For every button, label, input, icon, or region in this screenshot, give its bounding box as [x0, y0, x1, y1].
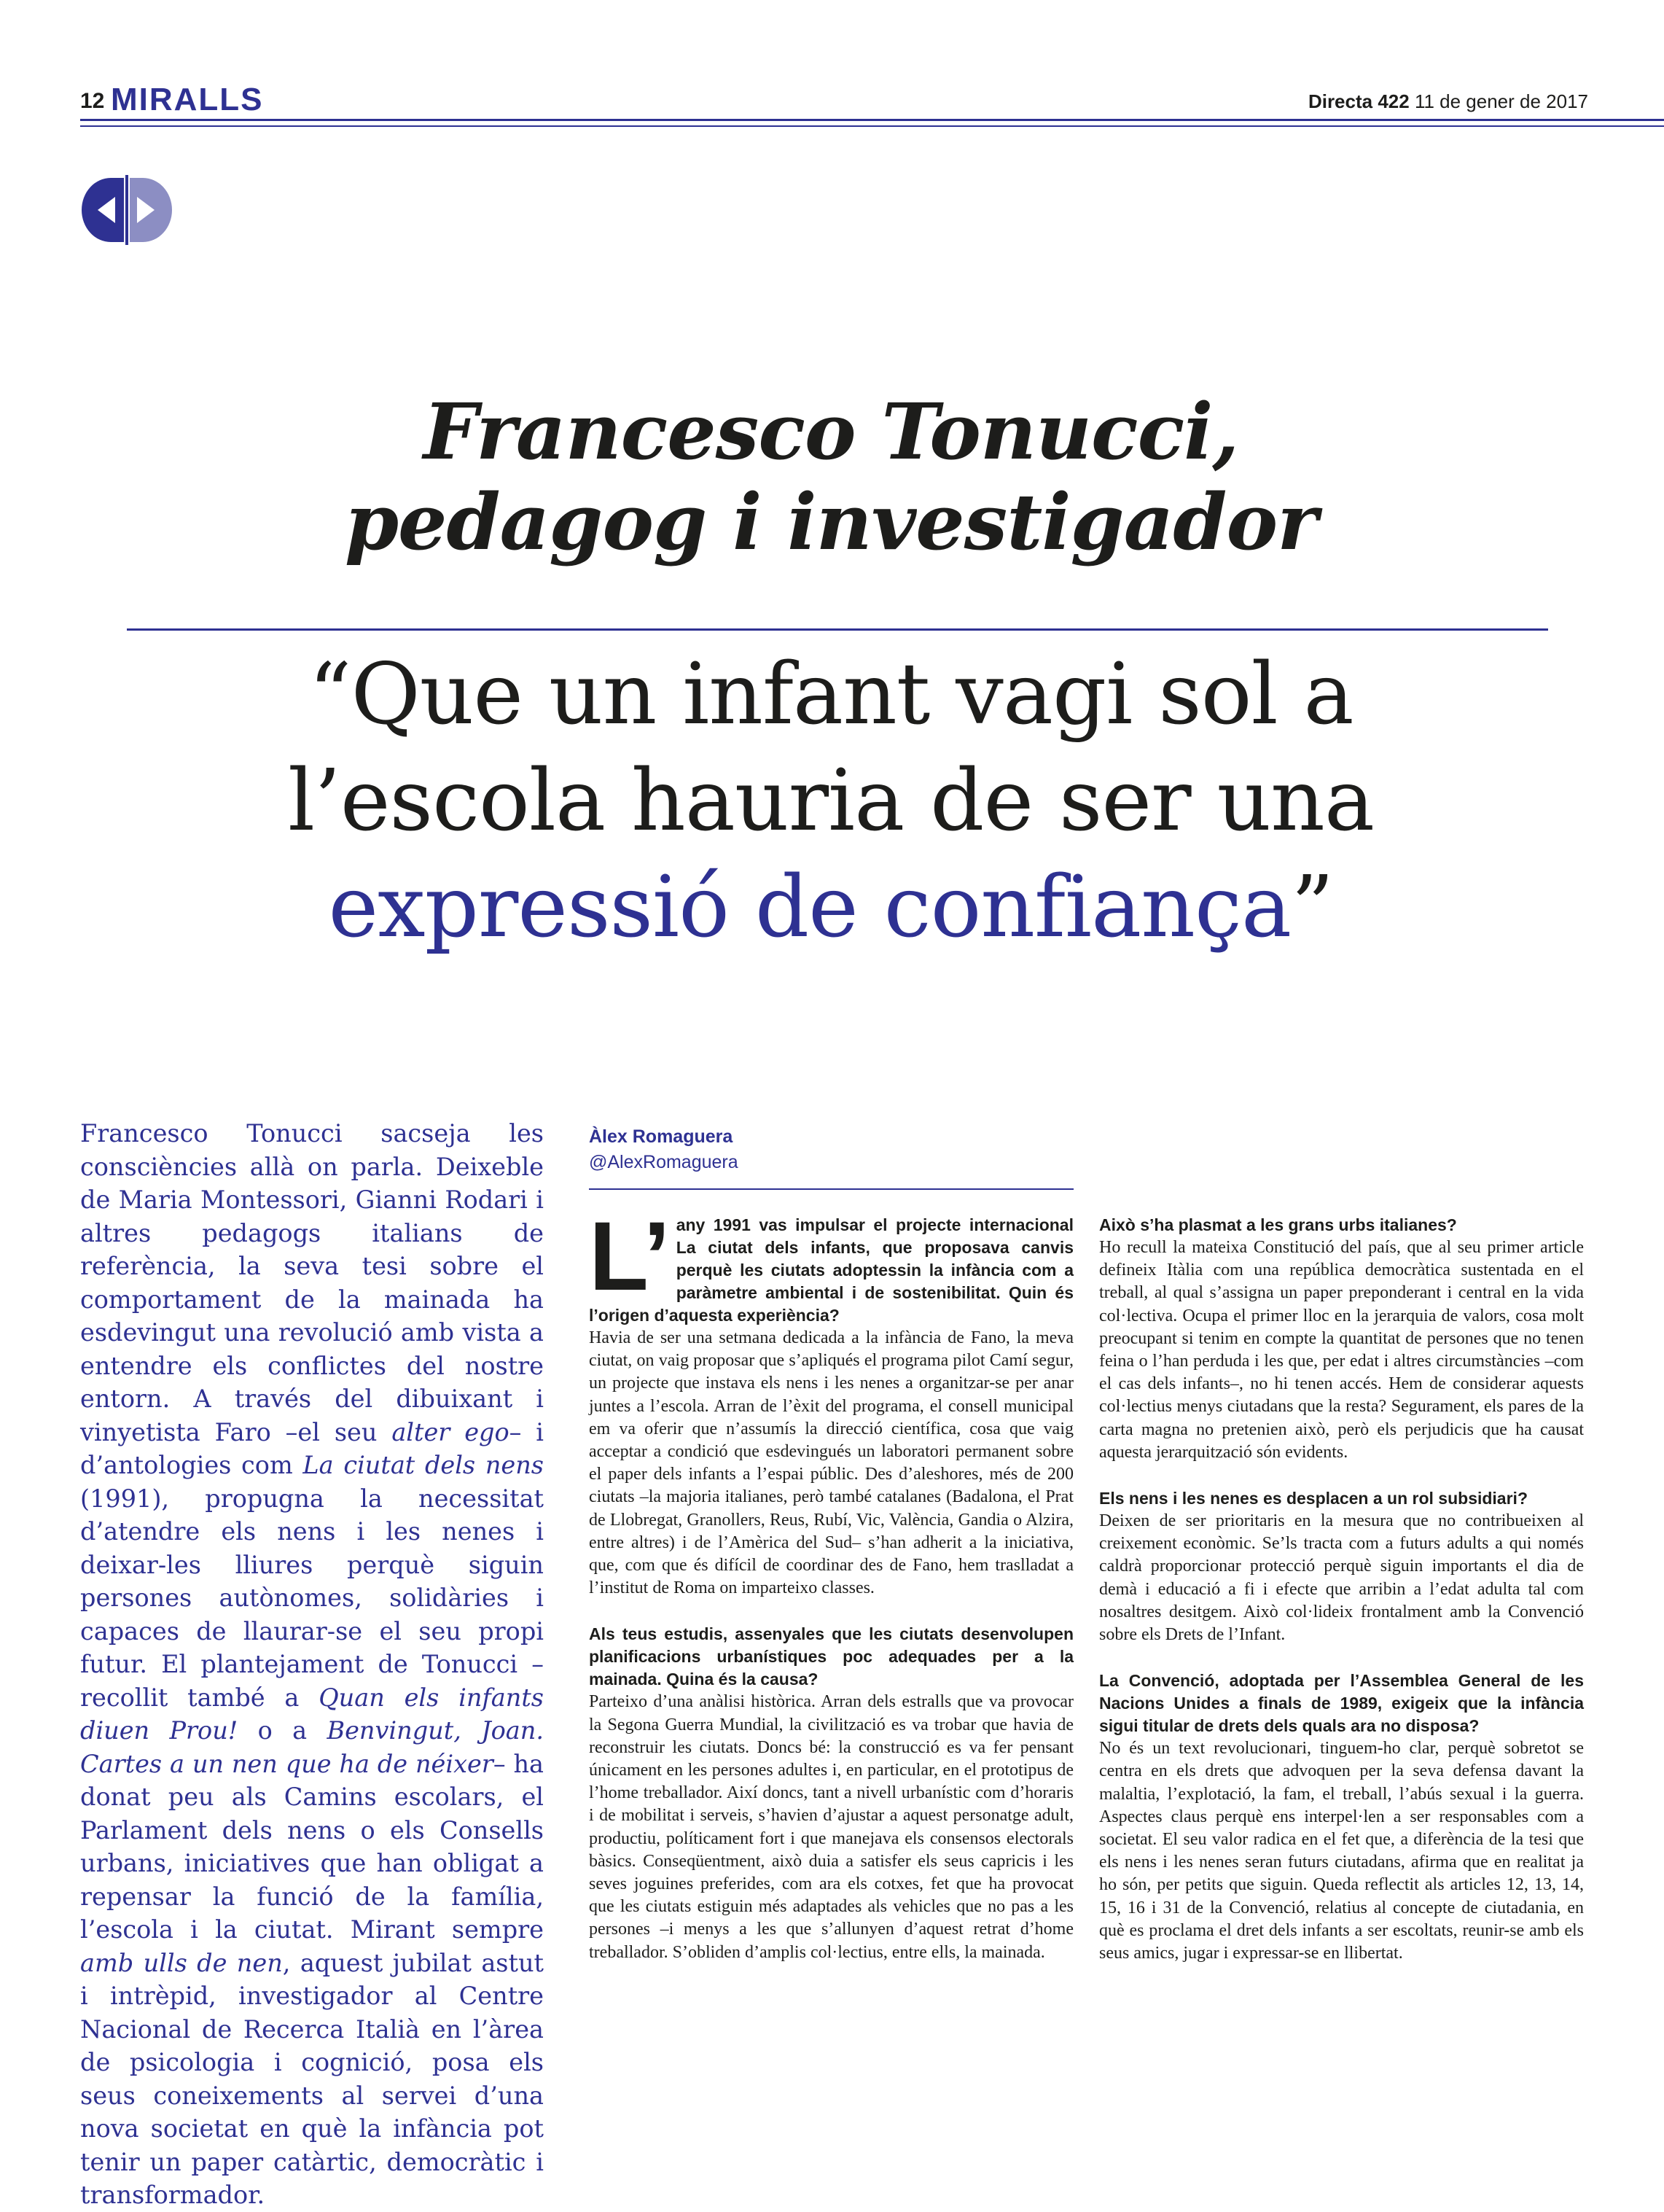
byline: [589, 1126, 738, 1173]
issue-date: 11 de gener de 2017: [1414, 90, 1588, 112]
intro-text: , aquest jubilat astut i intrèpid, investigador al Centre Nacional de Recerca Italià en l’àrea de psicologia i cognició, posa els seus coneixements al servei d’una nova societat en què la infància pot tenir un paper catàrtic, democràtic i transformador.: [80, 1948, 544, 2209]
intro-italic: Benvingut, Joan. Cartes a un nen que ha de néixer: [80, 1716, 544, 1778]
intro-text: (1991), propugna la necessitat d’atendre els nens i les nenes i deixar-les lliures perquè siguin persones autònomes, solidàries i capaces de llaurar-se el seu propi futur. El plantejament de Tonucci –recollit també a: [80, 1484, 544, 1712]
publication-name: Directa 422: [1308, 90, 1410, 112]
drop-cap: L’: [589, 1202, 671, 1311]
intro-italic: amb ulls de nen: [80, 1948, 283, 1977]
question-text: any 1991 vas impulsar el projecte internacional La ciutat dels infants, que proposava canvis perquè les ciutats adoptessin la infància com a paràmetre ambiental i de sostenibilitat. Quin és l’origen d’aquesta experiència?: [589, 1215, 1074, 1325]
quote-line-3: [87, 854, 1574, 961]
answer-3: Ho recull la mateixa Constitució del país, que al seu primer article defineix Itàlia com una república democràtica sustentada en el treball, al qual s’assigna un paper preponderant i central en la vida col·lectiva. Ocupa el primer lloc en la jerarquia de valors, cosa molt preocupant si tenim en compte la quantitat de persones que no tenen feina o l’han perduda i les que, per edat i altres circumstàncies –com el cas dels infants–, no hi tenen accés. Hem de considerar aquests col·lectius menys ciutadans que la resta? Segurament, els pares de la carta magna no pretenien això, però els perjudicis que ha causat aquesta jerarquització són evidents.: [1099, 1238, 1584, 1462]
quote-close: ”: [1291, 858, 1334, 957]
answer-2: Parteixo d’una anàlisi històrica. Arran dels estralls que va provocar la Segona Guerra Mundial, la civilització es va trobar que havia de reconstruir les ciutats. Doncs bé: la construcció es va fer pensant únicament en les persones adultes i, en particular, en el prototipus de l’home treballador. Així doncs, tant a nivell urbanístic com d’horaris i de mobilitat i serveis, s’havien d’ajustar a aquest personatge adult, productiu, políticament fort i que manejava els consensos electorals bàsics. Conseqüentment, això duia a satisfer els seus capricis i les seves joguines preferides, com ara els cotxes, fet que ha provocat que les ciutats estiguin més adaptades als vehicles que no pas a les persones –i menys a les que s’allunyen d’aquest retrat d’home treballador. S’obliden d’amplis col·lectius, entre ells, la mainada.: [589, 1692, 1074, 1962]
quote-line-1: “Que un infant vagi sol a: [308, 645, 1354, 744]
interviewee-title: [146, 386, 1516, 567]
quote-highlight: expressió de confiança: [328, 858, 1292, 957]
interview-column-2: [1099, 1214, 1584, 1965]
interviewee-name: Francesco Tonucci,: [423, 386, 1239, 477]
answer-1: Havia de ser una setmana dedicada a la infància de Fano, la meva ciutat, on vaig proposar que s’apliqués el programa pilot Camí segur, un projecte que instava els nens i les nenes a organitzar-se per anar juntes a l’escola. Arran de l’èxit del programa, el consell municipal em va oferir que n’assumís la direcció científica, cosa que vaig acceptar a condició que esdevingués un laboratori permanent sobre el paper dels infants a l’espai públic. Des d’aleshores, més de 200 ciutats –la majoria italianes, però també catalanes (Badalona, el Prat de Llobregat, Granollers, Reus, Rubí, Vic, València, Gandia o Alzira, entre altres) i de l’Amèrica del Sud– s’han adherit a la iniciativa, que, com que és difícil de coordinar des de Fano, hem traslladat a l’institut de Roma on imparteixo classes.: [589, 1328, 1074, 1598]
intro-italic: alter ego: [391, 1417, 509, 1446]
intro-paragraph: [80, 1117, 544, 2212]
section-title: MIRALLS: [111, 82, 264, 117]
interview-column-1: [589, 1202, 1074, 1964]
question-4: Els nens i les nenes es desplacen a un rol subsidiari?: [1099, 1489, 1528, 1508]
page-number: 12: [80, 89, 105, 113]
header-rule-bottom: [80, 125, 1664, 127]
interviewee-role: pedagog i investigador: [344, 476, 1318, 567]
intro-text: Francesco Tonucci sacseja les consciències allà on parla. Deixeble de Maria Montessori, Gianni Rodari i altres pedagogs italians de referència, la seva tesi sobre el comportament de la mainada ha esdevingut una revolució amb vista a entendre els conflictes del nostre entorn. A través del dibuixant i vinyetista Faro –el seu: [80, 1119, 544, 1446]
title-divider: [127, 628, 1548, 631]
answer-4: Deixen de ser prioritaris en la mesura que no contribueixen al creixement econòmic. Se’ls tracta com a futurs adults a qui només caldrà proporcionar protecció perquè siguin importants el dia de demà i educació a fi i efecte que arribin a l’edat adulta tal com nosaltres desitgem. Això col·lideix frontalment amb la Convenció sobre els Drets de l’Infant.: [1099, 1511, 1584, 1645]
intro-text: – i d’antologies com: [80, 1417, 544, 1479]
headline-quote: [87, 642, 1574, 961]
intro-italic: La ciutat dels nens: [302, 1451, 544, 1479]
question-3: Això s’ha plasmat a les grans urbs italianes?: [1099, 1215, 1457, 1234]
intro-italic: Quan els infants diuen Prou!: [80, 1683, 544, 1745]
intro-text: o a: [238, 1716, 327, 1745]
quote-line-2: l’escola hauria de ser una: [287, 752, 1375, 850]
answer-5: No és un text revolucionari, tinguem-ho clar, perquè sobretot se centra en els drets que advoquen per la seva defensa davant la malaltia, l’explotació, la fam, el treball, l’abús sexual i la guerra. Aspectes claus perquè ens interpel·len a ser responsables com a societat. El seu valor radica en el fet que, a diferència de la tesi que els nens i les nenes seran futurs ciutadans, afirma que en realitat ja ho són, per petits que siguin. Queda reflectit als articles 12, 13, 14, 15, 16 i 31 de la Convenció, relatius al concepte de ciutadania, en què es proclama el dret dels infants a ser escoltats, reunir-se amb els seus amics, jugar i expressar-se en llibertat.: [1099, 1739, 1584, 1963]
question-2: Als teus estudis, assenyales que les ciutats desenvolupen planificacions urbanístiques poc adequades per a la mainada. Quina és la causa?: [589, 1624, 1074, 1689]
author-handle[interactable]: @AlexRomaguera: [589, 1152, 738, 1172]
author-name: Àlex Romaguera: [589, 1126, 733, 1147]
byline-divider: [589, 1188, 1074, 1190]
question-5: La Convenció, adoptada per l’Assemblea General de les Nacions Unides a finals de 1989, exigeix que la infància sigui titular de drets dels quals ara no disposa?: [1099, 1671, 1584, 1736]
question-1: [589, 1202, 1074, 1327]
directa-logo-icon: [82, 175, 172, 245]
intro-text: – ha donat peu als Camins escolars, el Parlament dels nens o els Consells urbans, iniciatives que han obligat a repensar la funció de la família, l’escola i la ciutat. Mirant sempre: [80, 1749, 544, 1944]
issue-info: [1308, 90, 1588, 113]
header-rule-top: [80, 119, 1664, 121]
